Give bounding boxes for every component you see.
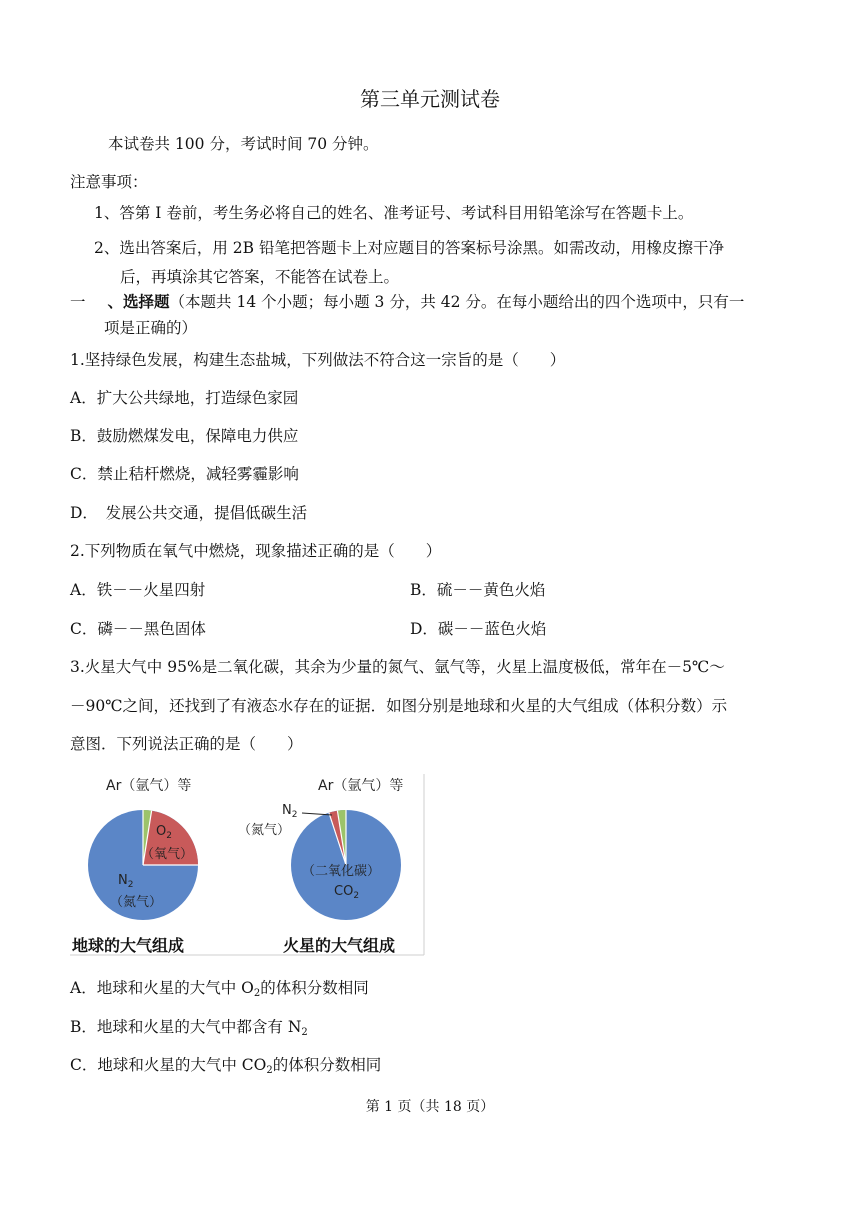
mars-co2-label: $CO_2$ — [334, 884, 360, 901]
earth-caption: 地球的大气组成 — [72, 936, 185, 955]
notes-heading: 注意事项： — [70, 173, 148, 191]
mars-n2-label: $N_2$ — [282, 803, 298, 820]
earth-n2-name: （氮气） — [110, 895, 163, 910]
q2-stem: 2.下列物质在氧气中燃烧，现象描述正确的是（ ） — [70, 542, 442, 560]
earth-n2-label: $N_2$ — [118, 873, 134, 890]
section-desc-line-1: （本题共 14 个小题；每小题 3 分，共 42 分。在每小题给出的四个选项中，只有一 — [169, 293, 745, 311]
atmosphere-pie-charts — [70, 772, 426, 957]
q3-option-b: B．地球和火星的大气中都含有 $N_2$ — [70, 1018, 308, 1038]
q1-option-d: D． 发展公共交通，提倡低碳生活 — [70, 504, 308, 522]
atmosphere-figure — [70, 772, 426, 957]
q2-option-d: D．碳－－蓝色火焰 — [410, 620, 547, 638]
q3-stem-line-3: 意图．下列说法正确的是（ ） — [70, 735, 303, 753]
q3-option-c: C．地球和火星的大气中 $CO_2$的体积分数相同 — [70, 1056, 382, 1076]
page-title: 第三单元测试卷 — [360, 87, 500, 111]
q2-option-b: B．硫－－黄色火焰 — [410, 581, 546, 599]
intro-text: 本试卷共 100 分，考试时间 70 分钟。 — [108, 135, 379, 153]
section-heading — [70, 292, 744, 312]
earth-o2-name: （氧气） — [141, 847, 194, 862]
earth-ar-label: Ar（氩气）等 — [106, 778, 192, 794]
page-footer: 第 1 页（共 18 页） — [365, 1099, 495, 1115]
note-item-1: 1、答第 I 卷前，考生务必将自己的姓名、准考证号、考试科目用铅笔涂写在答题卡上。 — [94, 204, 694, 222]
q1-stem: 1.坚持绿色发展，构建生态盐城，下列做法不符合这一宗旨的是（ ） — [70, 351, 566, 369]
mars-co2-name: （二氧化碳） — [302, 864, 381, 879]
q1-option-b: B．鼓励燃煤发电，保障电力供应 — [70, 427, 299, 445]
mars-caption: 火星的大气组成 — [283, 936, 396, 955]
mars-ar-label: Ar（氩气）等 — [318, 778, 404, 794]
earth-o2-label: $O_2$ — [156, 824, 172, 841]
q3-option-a: A．地球和火星的大气中 $O_2$的体积分数相同 — [70, 979, 369, 999]
section-desc-line-2: 项是正确的） — [104, 319, 198, 337]
section-name: 、选择题 — [107, 292, 170, 311]
q3-stem-line-1: 3.火星大气中 95%是二氧化碳，其余为少量的氮气、氩气等，火星上温度极低，常年在－5℃～ — [70, 658, 725, 676]
q1-option-a: A．扩大公共绿地，打造绿色家园 — [70, 389, 299, 407]
mars-n2-name: （氮气） — [238, 823, 291, 838]
note-item-2-line-1: 2、选出答案后，用 2B 铅笔把答题卡上对应题目的答案标号涂黑。如需改动，用橡皮擦干净 — [94, 239, 724, 257]
note-item-2-line-2: 后，再填涂其它答案，不能答在试卷上。 — [120, 268, 400, 286]
q2-option-c: C．磷－－黑色固体 — [70, 620, 206, 638]
q2-option-a: A．铁－－火星四射 — [70, 581, 206, 599]
q1-option-c: C．禁止秸杆燃烧，减轻雾霾影响 — [70, 465, 299, 483]
section-number: 一 — [70, 293, 86, 311]
q3-stem-line-2: －90℃之间，还找到了有液态水存在的证据．如图分别是地球和火星的大气组成（体积分数）示 — [70, 697, 728, 715]
